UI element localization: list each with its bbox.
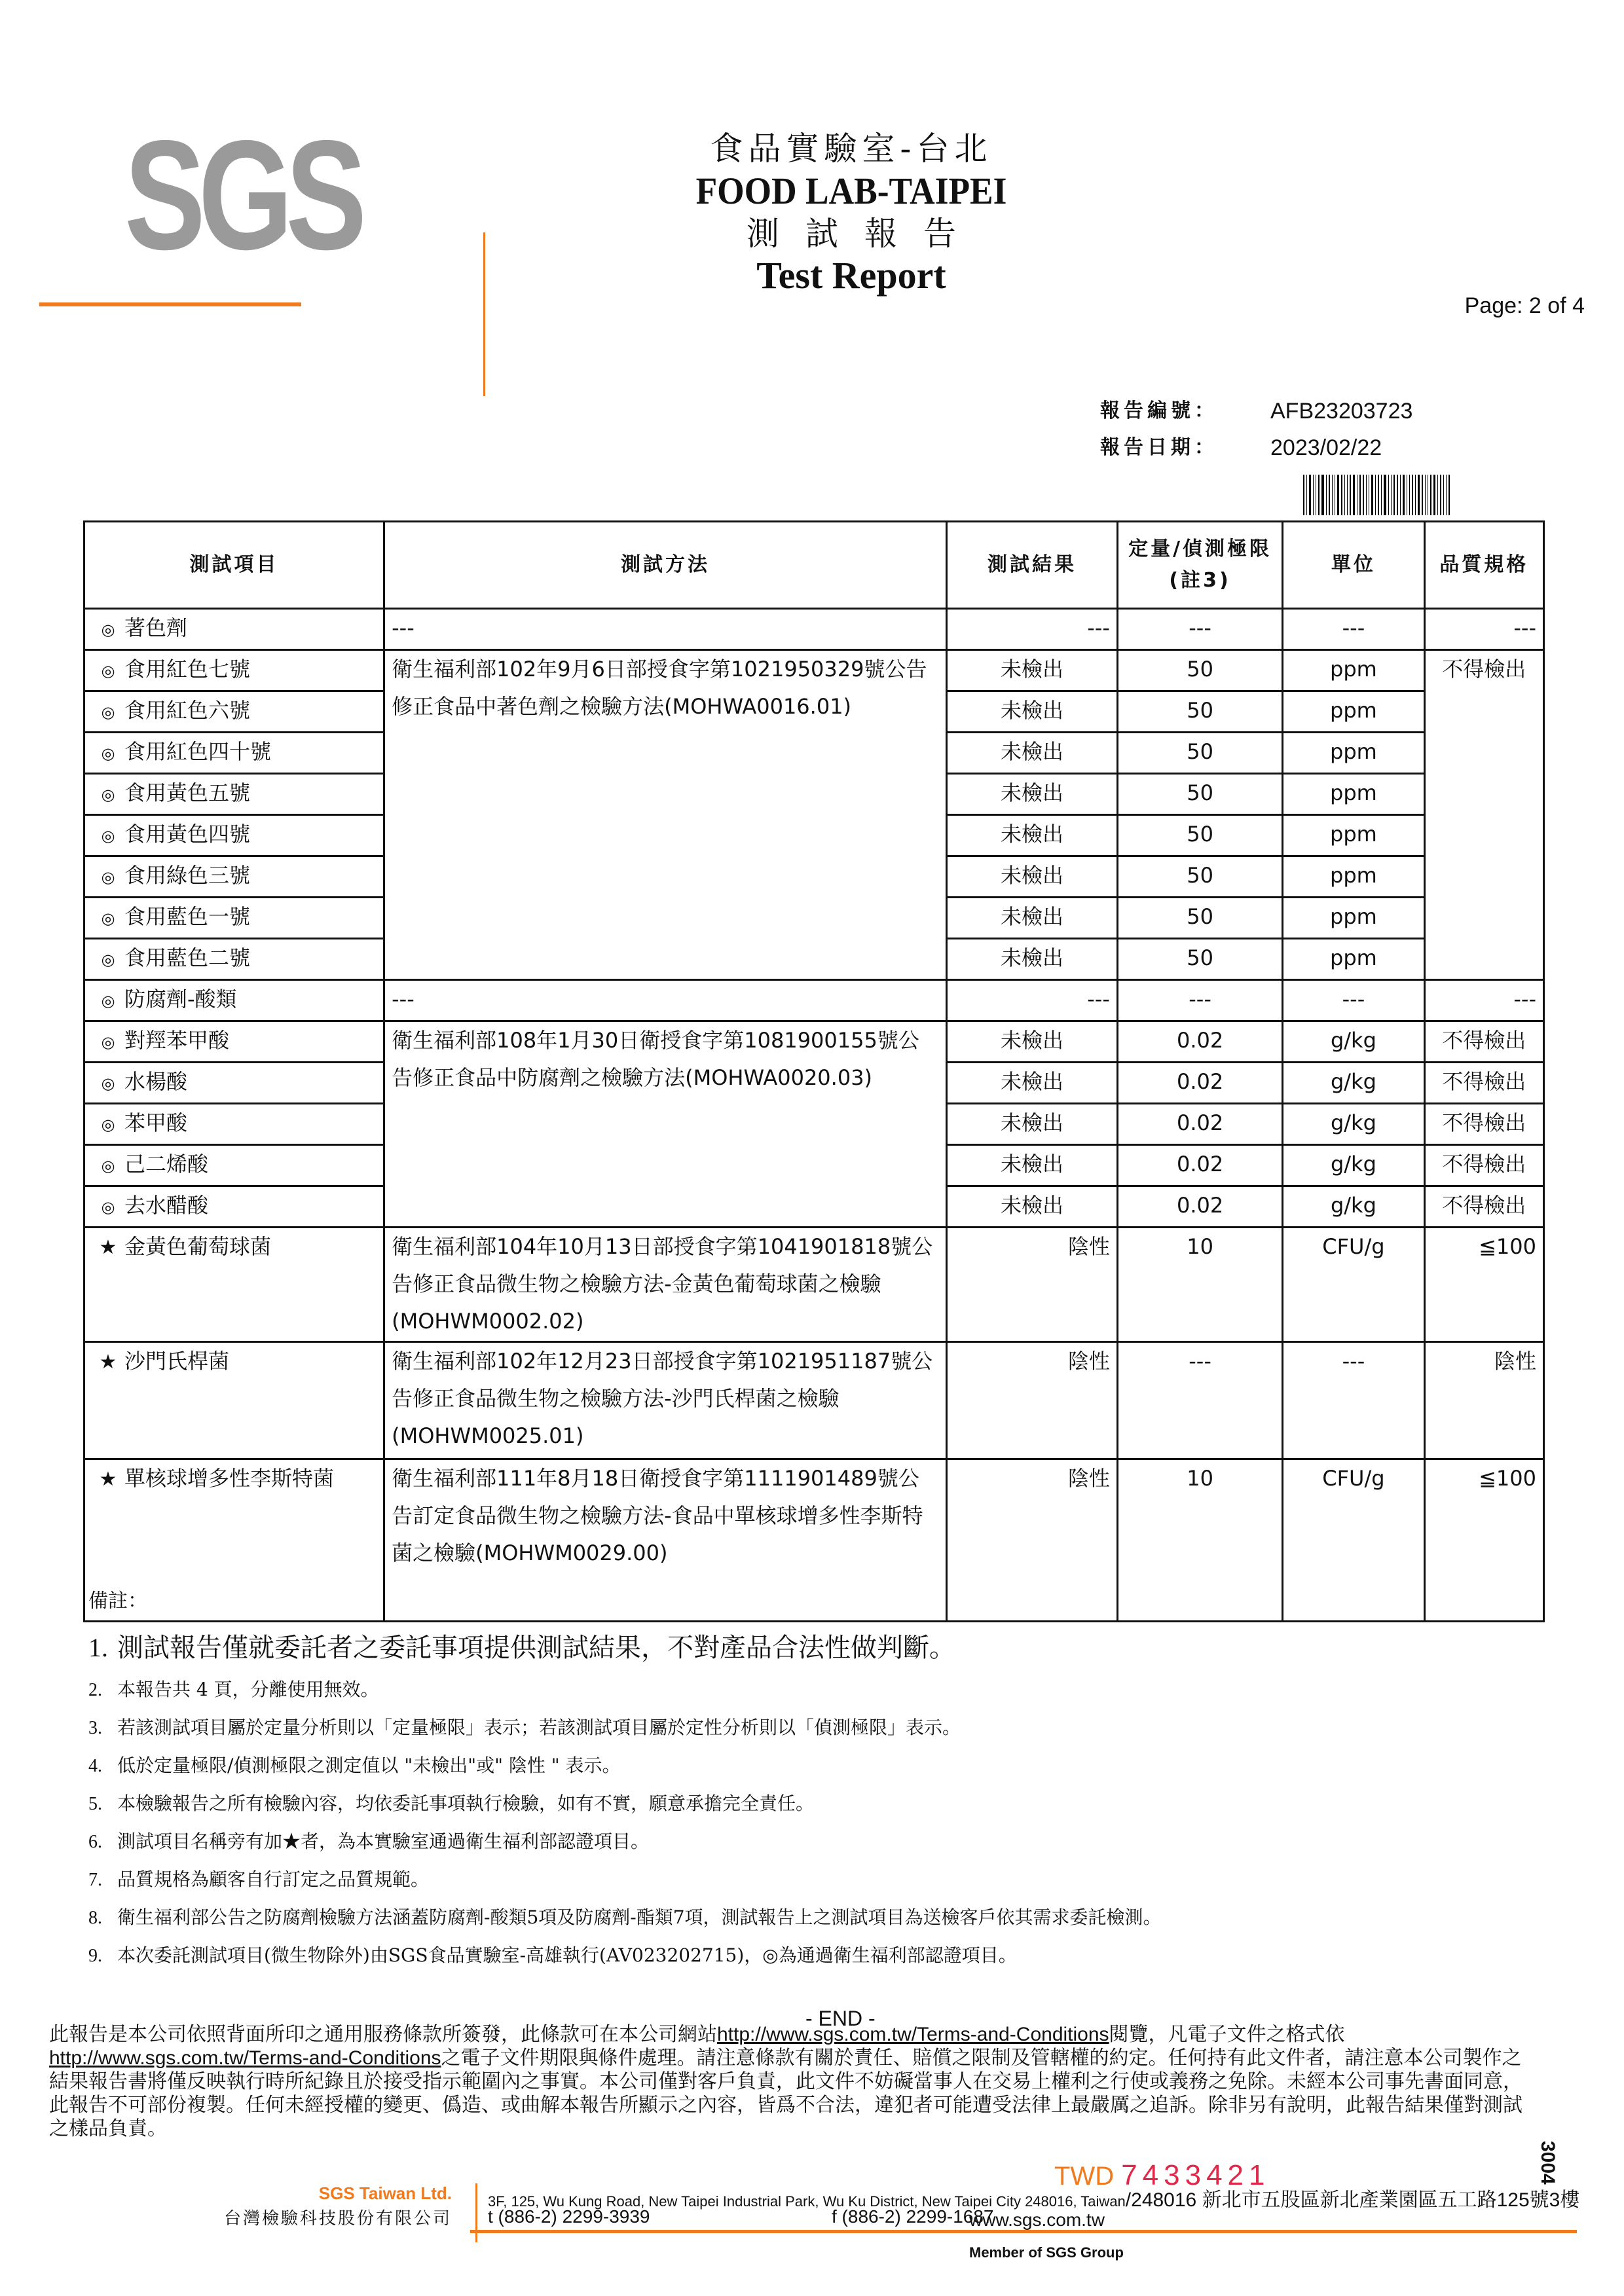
test-unit: ppm bbox=[1283, 733, 1424, 774]
test-item-cell bbox=[84, 1021, 384, 1063]
terms-link-2[interactable]: http://www.sgs.com.tw/Terms-and-Conditions bbox=[49, 2047, 441, 2069]
serial-prefix: TWD bbox=[1054, 2162, 1115, 2191]
test-unit: g/kg bbox=[1283, 1145, 1424, 1186]
test-limit: 50 bbox=[1117, 733, 1282, 774]
test-limit: 50 bbox=[1117, 939, 1282, 980]
test-item-cell bbox=[84, 815, 384, 856]
test-item-name: 食用藍色一號 bbox=[124, 904, 251, 929]
table-row bbox=[84, 1342, 1544, 1459]
test-result: 未檢出 bbox=[947, 939, 1118, 980]
test-result: 陰性 bbox=[947, 1342, 1118, 1459]
report-meta bbox=[1100, 393, 1412, 466]
logo-orange-vline bbox=[483, 232, 485, 396]
test-unit: ppm bbox=[1283, 774, 1424, 815]
test-result: 未檢出 bbox=[947, 733, 1118, 774]
report-date: 2023/02/22 bbox=[1270, 435, 1382, 460]
test-unit: --- bbox=[1283, 1342, 1424, 1459]
table-group-row bbox=[84, 609, 1544, 650]
barcode-bar bbox=[1321, 475, 1324, 515]
address-zh: /248016 新北市五股區新北產業園區五工路125號3樓 bbox=[1125, 2189, 1580, 2211]
note-item bbox=[88, 1899, 1562, 1937]
double-circle-mark-icon: ◎ bbox=[101, 868, 115, 886]
test-item-cell bbox=[84, 980, 384, 1021]
test-item-name: 對羥苯甲酸 bbox=[124, 1028, 230, 1053]
terms-text-2: 閱覽，凡電子文件之格式依 bbox=[1109, 2024, 1345, 2045]
note-number: 3. bbox=[88, 1718, 102, 1738]
test-spec: ≦100 bbox=[1424, 1228, 1543, 1342]
test-item-cell bbox=[84, 1228, 384, 1342]
test-item-cell bbox=[84, 650, 384, 691]
test-method: 衛生福利部108年1月30日衛授食字第1081900155號公告修正食品中防腐劑之檢驗方法(MOHWA0020.03) bbox=[384, 1021, 947, 1228]
test-item-name: 單核球增多性李斯特菌 bbox=[124, 1466, 335, 1491]
barcode-bar bbox=[1425, 475, 1426, 515]
test-result: 未檢出 bbox=[947, 774, 1118, 815]
barcode-bar bbox=[1418, 475, 1420, 515]
company-address bbox=[488, 2183, 1579, 2212]
double-circle-mark-icon: ◎ bbox=[101, 1198, 115, 1216]
test-unit: --- bbox=[1283, 980, 1424, 1021]
report-date-label: 報告日期： bbox=[1100, 436, 1218, 459]
test-limit: 10 bbox=[1117, 1459, 1282, 1622]
note-item bbox=[88, 1937, 1562, 1975]
table-group-row bbox=[84, 980, 1544, 1021]
test-item-name: 去水醋酸 bbox=[124, 1193, 209, 1218]
header-test-method: 測試方法 bbox=[384, 522, 947, 609]
barcode-bar bbox=[1388, 475, 1389, 515]
table-row bbox=[84, 1228, 1544, 1342]
notes-section bbox=[88, 1584, 1562, 1975]
test-limit: --- bbox=[1117, 980, 1282, 1021]
barcode-bar bbox=[1393, 475, 1395, 515]
test-result: --- bbox=[947, 980, 1118, 1021]
note-item bbox=[88, 1861, 1562, 1899]
note-number: 6. bbox=[88, 1832, 102, 1852]
test-item-cell bbox=[84, 939, 384, 980]
report-title-block bbox=[589, 128, 1113, 297]
test-result: 未檢出 bbox=[947, 815, 1118, 856]
note-item bbox=[88, 1671, 1562, 1709]
test-item-name: 食用藍色二號 bbox=[124, 945, 251, 970]
test-item-name: 食用紅色六號 bbox=[124, 698, 251, 723]
test-method: 衛生福利部111年8月18日衛授食字第1111901489號公告訂定食品微生物之檢驗方法-食品中單核球增多性李斯特菌之檢驗(MOHWM0029.00) bbox=[384, 1459, 947, 1622]
table-row bbox=[84, 650, 1544, 691]
test-unit: ppm bbox=[1283, 691, 1424, 733]
barcode-bar bbox=[1412, 475, 1413, 515]
test-unit: g/kg bbox=[1283, 1021, 1424, 1063]
note-text: 測試報告僅就委託者之委託事項提供測試結果，不對產品合法性做判斷。 bbox=[117, 1633, 955, 1663]
address-en: 3F, 125, Wu Kung Road, New Taipei Industrial Park, Wu Ku District, New Taipei City 248016, Taiwan bbox=[488, 2193, 1126, 2210]
barcode-bar bbox=[1403, 475, 1405, 515]
fax-number: f (886-2) 2299-1687 bbox=[832, 2206, 994, 2227]
star-mark-icon: ★ bbox=[99, 1468, 117, 1491]
double-circle-mark-icon: ◎ bbox=[101, 951, 115, 969]
barcode-bar bbox=[1306, 475, 1307, 515]
test-limit: 0.02 bbox=[1117, 1021, 1282, 1063]
test-spec: 不得檢出 bbox=[1424, 1145, 1543, 1186]
double-circle-mark-icon: ◎ bbox=[101, 1074, 115, 1093]
double-circle-mark-icon: ◎ bbox=[101, 827, 115, 845]
barcode-bar bbox=[1344, 475, 1345, 515]
test-item-cell bbox=[84, 1104, 384, 1145]
star-mark-icon: ★ bbox=[99, 1236, 117, 1259]
double-circle-mark-icon: ◎ bbox=[101, 909, 115, 928]
double-circle-mark-icon: ◎ bbox=[101, 621, 115, 639]
test-item-name: 金黃色葡萄球菌 bbox=[124, 1234, 272, 1259]
test-unit: ppm bbox=[1283, 939, 1424, 980]
note-item bbox=[88, 1785, 1562, 1823]
terms-link-1[interactable]: http://www.sgs.com.tw/Terms-and-Conditions bbox=[717, 2024, 1109, 2045]
test-method: 衛生福利部104年10月13日部授食字第1041901818號公告修正食品微生物之檢驗方法-金黃色葡萄球菌之檢驗(MOHWM0002.02) bbox=[384, 1228, 947, 1342]
barcode-bar bbox=[1400, 475, 1401, 515]
terms-text-1: 此報告是本公司依照背面所印之通用服務條款所簽發，此條款可在本公司網站 bbox=[49, 2024, 717, 2045]
barcode-bar bbox=[1433, 475, 1435, 515]
test-unit: ppm bbox=[1283, 856, 1424, 898]
test-result: 未檢出 bbox=[947, 1104, 1118, 1145]
barcode-bar bbox=[1384, 475, 1386, 515]
test-result: 陰性 bbox=[947, 1228, 1118, 1342]
test-spec: 陰性 bbox=[1424, 1342, 1543, 1459]
barcode-bar bbox=[1371, 475, 1373, 515]
test-item-name: 沙門氏桿菌 bbox=[124, 1349, 230, 1374]
barcode-bar bbox=[1347, 475, 1348, 515]
test-result: 陰性 bbox=[947, 1459, 1118, 1622]
test-item-name: 食用黃色四號 bbox=[124, 822, 251, 847]
test-limit: 50 bbox=[1117, 774, 1282, 815]
test-spec: --- bbox=[1424, 609, 1543, 650]
test-limit: --- bbox=[1117, 1342, 1282, 1459]
test-limit: 50 bbox=[1117, 650, 1282, 691]
lab-title-en: FOOD LAB-TAIPEI bbox=[695, 170, 1007, 212]
test-method: --- bbox=[384, 609, 947, 650]
test-unit: g/kg bbox=[1283, 1104, 1424, 1145]
test-result: 未檢出 bbox=[947, 1063, 1118, 1104]
barcode-bar bbox=[1329, 475, 1330, 515]
test-spec: --- bbox=[1424, 980, 1543, 1021]
test-spec: 不得檢出 bbox=[1424, 1021, 1543, 1063]
barcode-bar bbox=[1415, 475, 1416, 515]
test-item-name: 食用紅色四十號 bbox=[124, 739, 272, 764]
test-item-cell bbox=[84, 1186, 384, 1228]
test-unit: --- bbox=[1283, 609, 1424, 650]
test-method: --- bbox=[384, 980, 947, 1021]
phone-number: t (886-2) 2299-3939 bbox=[488, 2206, 650, 2227]
test-result: 未檢出 bbox=[947, 856, 1118, 898]
double-circle-mark-icon: ◎ bbox=[101, 786, 115, 804]
test-result: 未檢出 bbox=[947, 691, 1118, 733]
barcode-bar bbox=[1440, 475, 1441, 515]
barcode-bar bbox=[1409, 475, 1410, 515]
test-result: 未檢出 bbox=[947, 1021, 1118, 1063]
barcode-bar bbox=[1391, 475, 1392, 515]
barcode-bar bbox=[1341, 475, 1342, 515]
test-method: 衛生福利部102年12月23日部授食字第1021951187號公告修正食品微生物之檢驗方法-沙門氏桿菌之檢驗(MOHWM0025.01) bbox=[384, 1342, 947, 1459]
report-title-zh: 測試報告 bbox=[747, 215, 982, 253]
test-limit: 10 bbox=[1117, 1228, 1282, 1342]
double-circle-mark-icon: ◎ bbox=[101, 744, 115, 763]
footer-orange-vline bbox=[475, 2183, 477, 2242]
sgs-logo-text: SGS bbox=[124, 109, 360, 282]
note-number: 1. bbox=[88, 1633, 108, 1662]
note-number: 4. bbox=[88, 1756, 102, 1776]
barcode bbox=[1303, 475, 1536, 515]
barcode-bar bbox=[1378, 475, 1379, 515]
page-number: Page: 2 of 4 bbox=[1464, 293, 1585, 318]
note-item bbox=[88, 1823, 1562, 1861]
test-result: 未檢出 bbox=[947, 650, 1118, 691]
note-text: 衛生福利部公告之防腐劑檢驗方法涵蓋防腐劑-酸類5項及防腐劑-酯類7項，測試報告上之測試項目為送檢客戶依其需求委託檢測。 bbox=[117, 1906, 1162, 1928]
member-of-sgs-group: Member of SGS Group bbox=[969, 2244, 1124, 2261]
test-item-cell bbox=[84, 774, 384, 815]
note-number: 8. bbox=[88, 1908, 102, 1928]
test-limit: 50 bbox=[1117, 898, 1282, 939]
double-circle-mark-icon: ◎ bbox=[101, 703, 115, 721]
header-test-item: 測試項目 bbox=[84, 522, 384, 609]
test-spec: 不得檢出 bbox=[1424, 650, 1543, 980]
test-item-name: 防腐劑-酸類 bbox=[124, 987, 237, 1011]
test-item-cell bbox=[84, 609, 384, 650]
test-limit: 0.02 bbox=[1117, 1145, 1282, 1186]
barcode-bar bbox=[1303, 475, 1304, 515]
test-limit: 50 bbox=[1117, 856, 1282, 898]
test-unit: ppm bbox=[1283, 898, 1424, 939]
sgs-logo bbox=[124, 109, 399, 295]
test-result: 未檢出 bbox=[947, 898, 1118, 939]
barcode-bar bbox=[1350, 475, 1351, 515]
note-number: 5. bbox=[88, 1794, 102, 1814]
barcode-bar bbox=[1397, 475, 1398, 515]
test-item-name: 水楊酸 bbox=[124, 1069, 188, 1094]
barcode-bar bbox=[1443, 475, 1444, 515]
website-link[interactable]: www.sgs.com.tw bbox=[969, 2210, 1105, 2230]
barcode-bar bbox=[1422, 475, 1423, 515]
note-item bbox=[88, 1709, 1562, 1747]
note-text: 品質規格為顧客自行訂定之品質規範。 bbox=[117, 1868, 430, 1890]
barcode-bar bbox=[1446, 475, 1447, 515]
barcode-bar bbox=[1366, 475, 1367, 515]
company-name-en: SGS Taiwan Ltd. bbox=[318, 2183, 452, 2203]
test-limit: --- bbox=[1117, 609, 1282, 650]
note-text: 本報告共 4 頁，分離使用無效。 bbox=[117, 1679, 379, 1700]
header-limit: 定量/偵測極限(註3) bbox=[1117, 522, 1282, 609]
test-item-name: 食用黃色五號 bbox=[124, 780, 251, 805]
double-circle-mark-icon: ◎ bbox=[101, 992, 115, 1010]
test-unit: g/kg bbox=[1283, 1063, 1424, 1104]
report-number: AFB23203723 bbox=[1270, 399, 1413, 424]
note-number: 7. bbox=[88, 1870, 102, 1890]
test-item-name: 苯甲酸 bbox=[124, 1110, 188, 1135]
test-unit: CFU/g bbox=[1283, 1459, 1424, 1622]
report-title-en: Test Report bbox=[756, 254, 946, 297]
note-text: 若該測試項目屬於定量分析則以「定量極限」表示；若該測試項目屬於定性分析則以「偵測極限」表示。 bbox=[117, 1717, 961, 1738]
test-spec: 不得檢出 bbox=[1424, 1186, 1543, 1228]
test-method: 衛生福利部102年9月6日部授食字第1021950329號公告修正食品中著色劑之檢驗方法(MOHWA0016.01) bbox=[384, 650, 947, 980]
star-mark-icon: ★ bbox=[99, 1351, 117, 1374]
end-mark: - END - bbox=[805, 2007, 876, 2030]
barcode-bar bbox=[1337, 475, 1339, 515]
test-item-cell bbox=[84, 856, 384, 898]
test-item-cell bbox=[84, 1145, 384, 1186]
test-result: 未檢出 bbox=[947, 1145, 1118, 1186]
test-unit: ppm bbox=[1283, 650, 1424, 691]
table-row bbox=[84, 1021, 1544, 1063]
double-circle-mark-icon: ◎ bbox=[101, 1033, 115, 1051]
test-item-name: 己二烯酸 bbox=[124, 1152, 209, 1176]
test-item-cell bbox=[84, 691, 384, 733]
header-spec: 品質規格 bbox=[1424, 522, 1543, 609]
test-unit: g/kg bbox=[1283, 1186, 1424, 1228]
barcode-bar bbox=[1381, 475, 1382, 515]
report-number-row bbox=[1100, 393, 1412, 429]
barcode-bar bbox=[1363, 475, 1364, 515]
test-item-name: 食用紅色七號 bbox=[124, 657, 251, 682]
barcode-bar bbox=[1449, 475, 1450, 515]
double-circle-mark-icon: ◎ bbox=[101, 662, 115, 680]
test-unit: CFU/g bbox=[1283, 1228, 1424, 1342]
barcode-bar bbox=[1375, 475, 1376, 515]
terms-text-3: 之電子文件期限與條件處理。請注意條款有關於責任、賠償之限制及管轄權的約定。任何持有此文件者，請注意本公司製作之結果報告書將僅反映執行時所紀錄且於接受指示範圍內之事實。本公司僅對客戶負責，此文件不妨礙當事人在交易上權利之行使或義務之免除。未經本公司事先書面同意，此報告不可部份複製。任何未經授權的變更、僞造、或曲解本報告所顯示之內容，皆爲不合法，違犯者可能遭受法律上最嚴厲之追訴。除非另有說明，此報告結果僅對測試之樣品負責。 bbox=[49, 2047, 1522, 2140]
note-text: 本次委託測試項目(微生物除外)由SGS食品實驗室-高雄執行(AV023202715)，◎為通過衛生福利部認證項目。 bbox=[117, 1944, 1017, 1966]
barcode-bar bbox=[1359, 475, 1361, 515]
barcode-bar bbox=[1353, 475, 1355, 515]
serial-digits: 7433421 bbox=[1121, 2159, 1270, 2191]
table-header-row bbox=[84, 522, 1544, 609]
test-unit: ppm bbox=[1283, 815, 1424, 856]
test-limit: 50 bbox=[1117, 691, 1282, 733]
report-number-label: 報告編號： bbox=[1100, 399, 1218, 422]
results-table bbox=[83, 520, 1545, 1622]
note-text: 測試項目名稱旁有加★者，為本實驗室通過衛生福利部認證項目。 bbox=[117, 1831, 650, 1852]
test-limit: 0.02 bbox=[1117, 1063, 1282, 1104]
test-limit: 50 bbox=[1117, 815, 1282, 856]
company-name-zh: 台灣檢驗科技股份有限公司 bbox=[223, 2209, 452, 2229]
header-unit: 單位 bbox=[1283, 522, 1424, 609]
test-spec: 不得檢出 bbox=[1424, 1063, 1543, 1104]
test-item-cell bbox=[84, 1342, 384, 1459]
barcode-bar bbox=[1326, 475, 1327, 515]
barcode-bar bbox=[1332, 475, 1333, 515]
note-item bbox=[88, 1747, 1562, 1785]
barcode-bar bbox=[1437, 475, 1438, 515]
note-number: 9. bbox=[88, 1946, 102, 1966]
test-item-name: 食用綠色三號 bbox=[124, 863, 251, 888]
test-item-name: 著色劑 bbox=[124, 615, 188, 640]
test-result: 未檢出 bbox=[947, 1186, 1118, 1228]
test-spec: 不得檢出 bbox=[1424, 1104, 1543, 1145]
test-spec: ≦100 bbox=[1424, 1459, 1543, 1622]
test-limit: 0.02 bbox=[1117, 1186, 1282, 1228]
barcode-bar bbox=[1313, 475, 1314, 515]
test-item-cell bbox=[84, 733, 384, 774]
barcode-bar bbox=[1309, 475, 1311, 515]
lab-title-zh: 食品實驗室-台北 bbox=[710, 130, 993, 168]
notes-title: 備註： bbox=[88, 1590, 147, 1613]
note-item bbox=[88, 1625, 1562, 1671]
test-item-cell bbox=[84, 898, 384, 939]
note-text: 低於定量極限/偵測極限之測定值以 "未檢出"或" 陰性 " 表示。 bbox=[117, 1755, 621, 1776]
report-date-row bbox=[1100, 429, 1412, 466]
double-circle-mark-icon: ◎ bbox=[101, 1116, 115, 1134]
note-number: 2. bbox=[88, 1680, 102, 1700]
notes-list bbox=[88, 1625, 1562, 1975]
terms-disclaimer bbox=[49, 2023, 1536, 2141]
note-text: 本檢驗報告之所有檢驗內容，均依委託事項執行檢驗，如有不實，願意承擔完全責任。 bbox=[117, 1793, 815, 1814]
side-code: 3004 bbox=[1537, 2141, 1559, 2185]
test-result: --- bbox=[947, 609, 1118, 650]
test-limit: 0.02 bbox=[1117, 1104, 1282, 1145]
logo-orange-hline bbox=[39, 302, 301, 306]
header-test-result: 測試結果 bbox=[947, 522, 1118, 609]
test-item-cell bbox=[84, 1063, 384, 1104]
double-circle-mark-icon: ◎ bbox=[101, 1157, 115, 1175]
barcode-bar bbox=[1430, 475, 1431, 515]
barcode-bar bbox=[1318, 475, 1320, 515]
